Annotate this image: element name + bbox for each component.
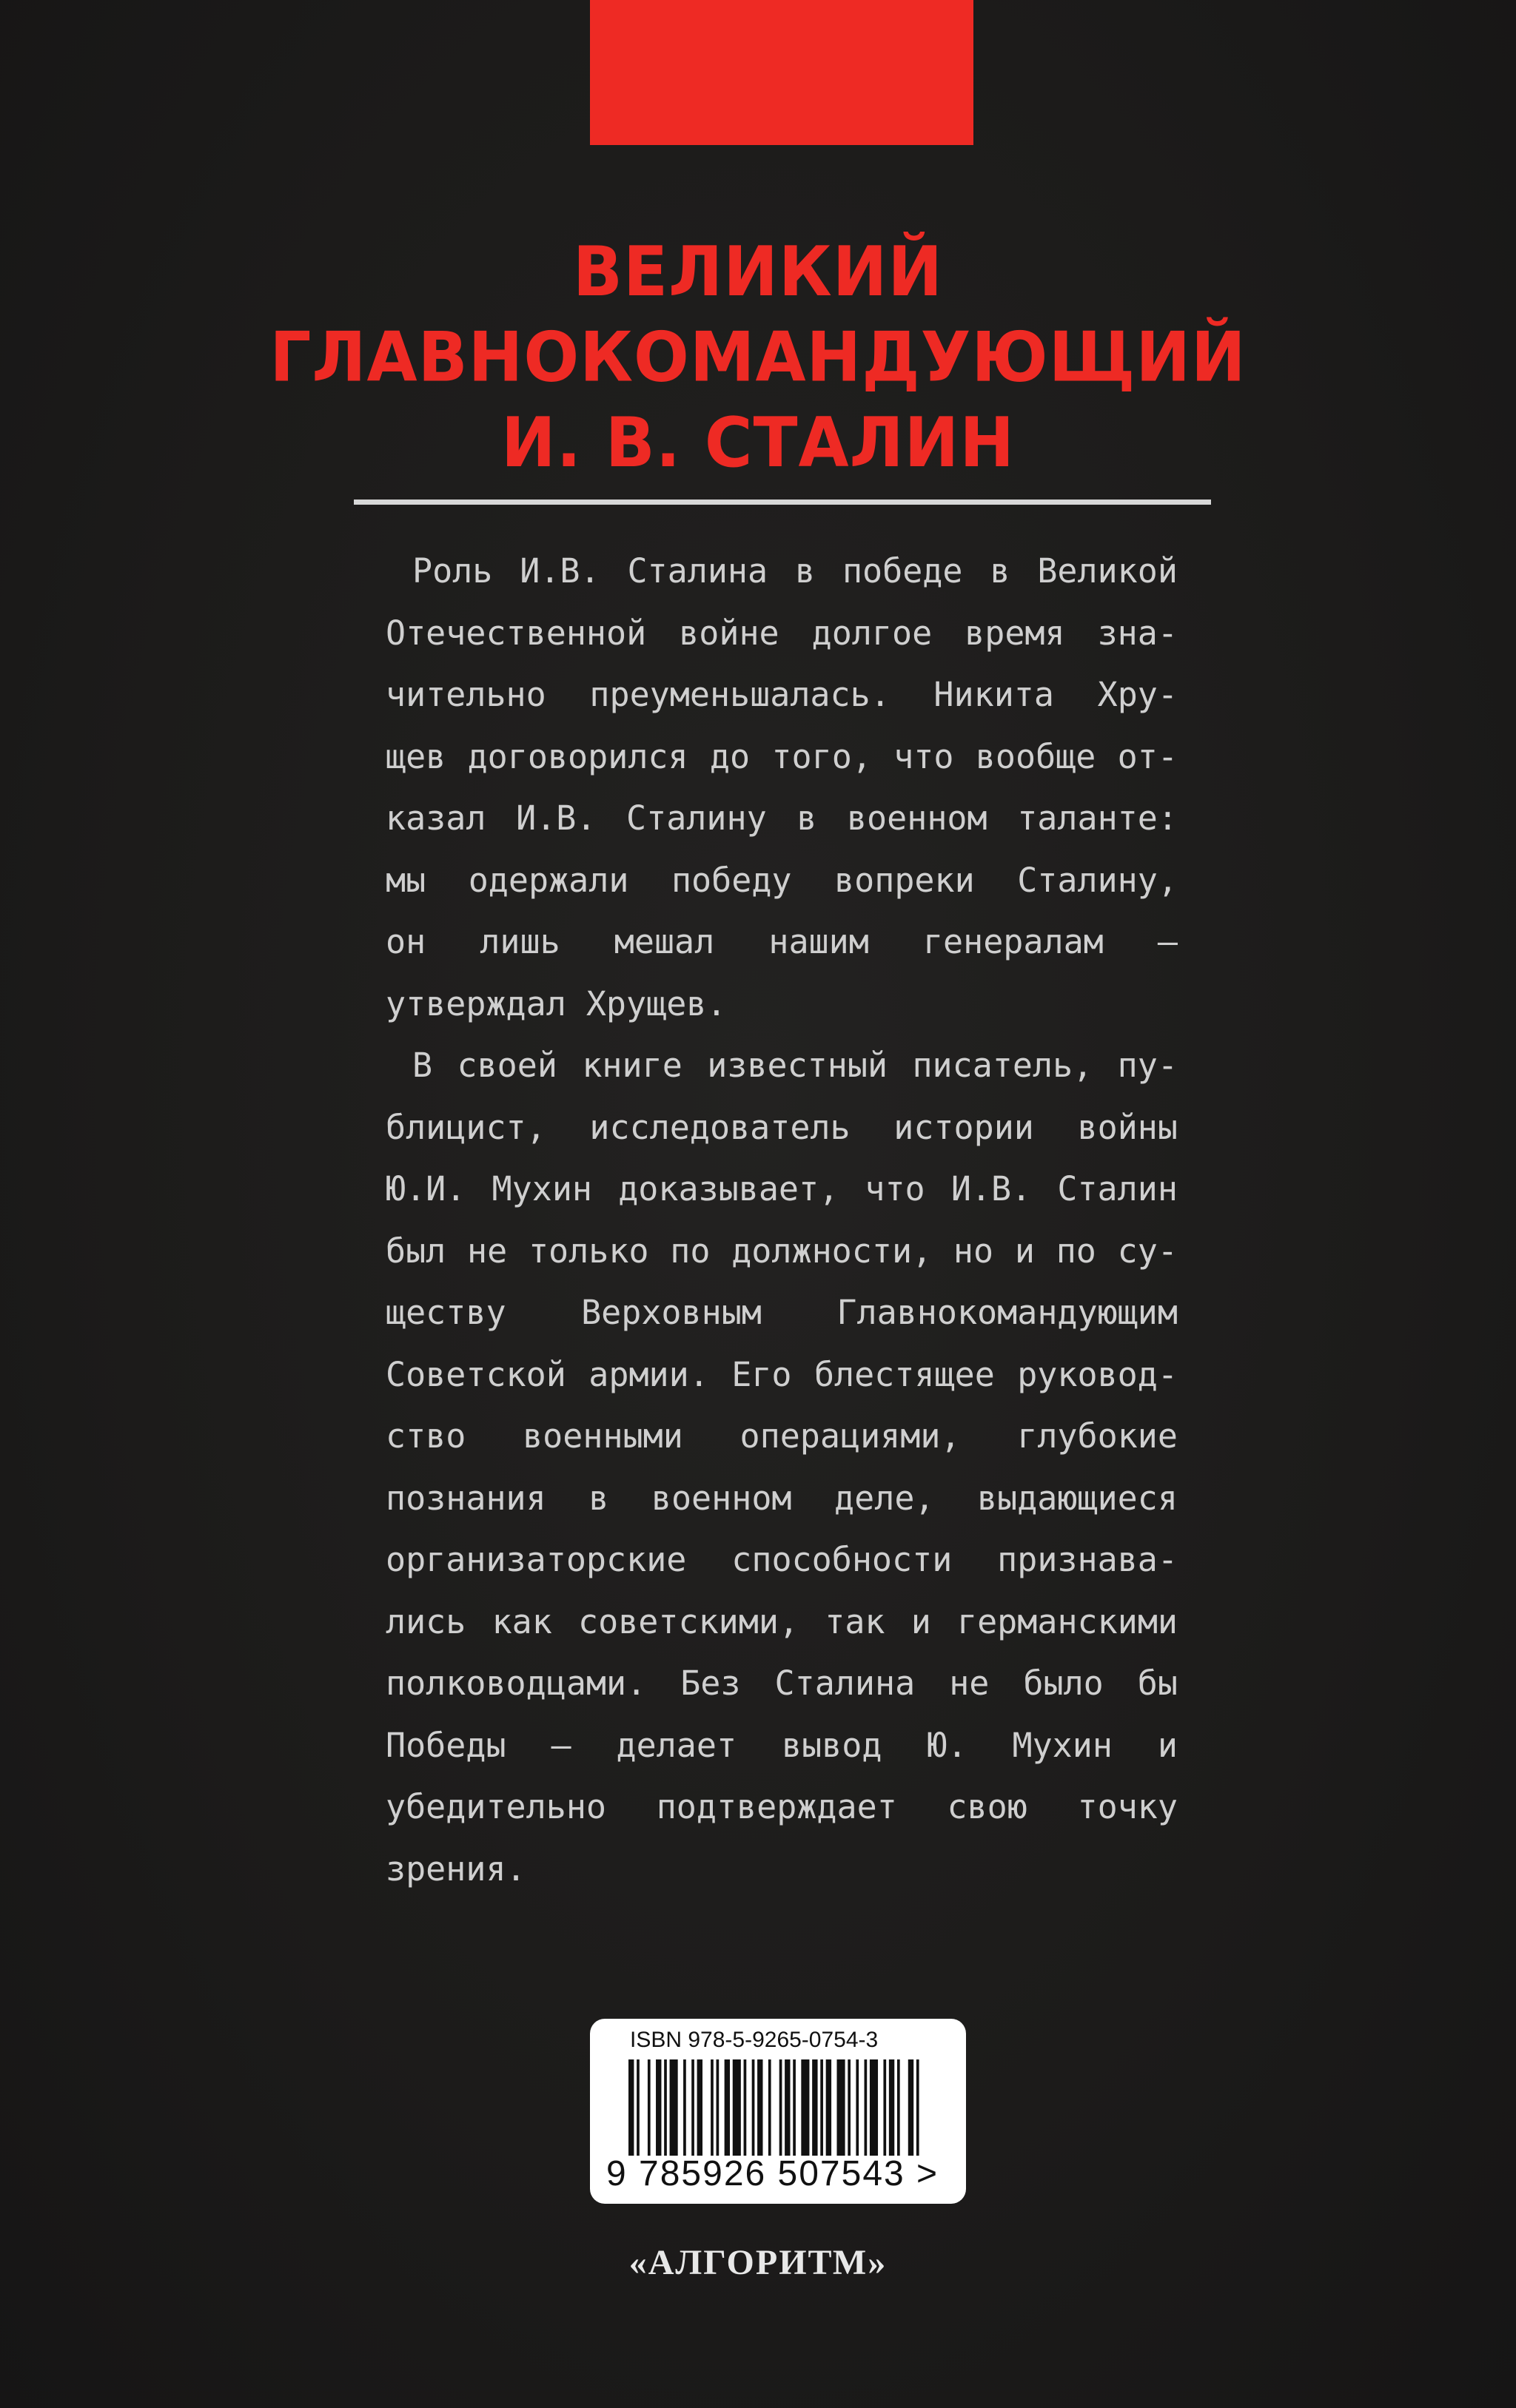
red-header-block: [590, 0, 973, 145]
text-line: утверждал Хрущев.: [386, 983, 727, 1023]
barcode-bar: [785, 2059, 790, 2156]
barcode-bar: [908, 2059, 913, 2156]
title-line-3: И. В. СТАЛИН: [501, 402, 1015, 483]
barcode-bar: [752, 2059, 755, 2156]
title-line-2: ГЛАВНОКОМАНДУЮЩИЙ: [269, 317, 1247, 397]
isbn-number: ISBN 978-5-9265-0754-3: [630, 2028, 879, 2052]
text-line: Советской армии. Его блестящее руковод-: [386, 1354, 1178, 1394]
barcode-bar: [670, 2059, 678, 2156]
barcode-bar: [848, 2059, 851, 2156]
barcode-bar: [648, 2059, 651, 2156]
text-line: лись как советскими, так и германскими: [386, 1601, 1178, 1641]
barcode-bar: [768, 2059, 771, 2156]
barcode-bar: [916, 2059, 919, 2156]
text-line: полководцами. Без Сталина не было бы: [386, 1664, 1178, 1703]
text-line: блицист, исследователь истории войны: [386, 1107, 1178, 1147]
text-line: В своей книге известный писатель, пу-: [412, 1046, 1178, 1085]
barcode-bar: [691, 2059, 694, 2156]
barcode-bar: [889, 2059, 894, 2156]
text-line: казал И.В. Сталину в военном таланте:: [386, 798, 1178, 838]
barcode-bar: [717, 2059, 720, 2156]
barcode-bar: [725, 2059, 730, 2156]
barcode-bars: [628, 2059, 925, 2156]
barcode-bar: [820, 2059, 823, 2156]
barcode-bar: [865, 2059, 868, 2156]
barcode-bar: [801, 2059, 809, 2156]
barcode-bar: [637, 2059, 640, 2156]
barcode-bar: [697, 2059, 702, 2156]
barcode-bar: [744, 2059, 747, 2156]
ean-digits: 9 785926 507543 >: [606, 2154, 939, 2193]
barcode-bar: [897, 2059, 900, 2156]
barcode-bar: [793, 2059, 796, 2156]
publisher-logo-text: «АЛГОРИТМ»: [628, 2243, 888, 2282]
text-line: познания в военном деле, выдающиеся: [386, 1478, 1178, 1518]
title-divider: [354, 500, 1211, 505]
barcode-bar: [757, 2059, 762, 2156]
text-line: организаторские способности признава-: [386, 1540, 1178, 1579]
barcode-bar: [711, 2059, 714, 2156]
text-line: зрения.: [386, 1849, 526, 1889]
text-line: Отечественной войне долгое время зна-: [386, 613, 1178, 653]
barcode-bar: [836, 2059, 845, 2156]
barcode-bar: [628, 2059, 634, 2156]
annotation-text: [386, 540, 1178, 1900]
text-line: щев договорился до того, что вообще от-: [386, 736, 1178, 776]
text-line: Победы – делает вывод Ю. Мухин и: [386, 1725, 1178, 1765]
text-line: мы одержали победу вопреки Сталину,: [386, 860, 1178, 900]
barcode-bar: [812, 2059, 817, 2156]
barcode-label: [590, 2019, 966, 2204]
barcode-bar: [870, 2059, 878, 2156]
barcode-bar: [733, 2059, 741, 2156]
text-line: был не только по должности, но и по су-: [386, 1231, 1178, 1271]
text-line: чительно преуменьшалась. Никита Хру-: [386, 675, 1178, 714]
text-line: Ю.И. Мухин доказывает, что И.В. Сталин: [386, 1169, 1178, 1208]
barcode-bar: [883, 2059, 886, 2156]
barcode-bar: [779, 2059, 782, 2156]
text-line: он лишь мешал нашим генералам –: [386, 922, 1178, 961]
text-line: ществу Верховным Главнокомандующим: [386, 1293, 1178, 1332]
text-line: Роль И.В. Сталина в победе в Великой: [412, 551, 1178, 591]
barcode-bar: [664, 2059, 667, 2156]
barcode-bar: [856, 2059, 859, 2156]
barcode-bar: [826, 2059, 831, 2156]
book-title: [0, 229, 1516, 486]
text-line: ство военными операциями, глубокие: [386, 1416, 1178, 1456]
barcode-bar: [656, 2059, 661, 2156]
title-line-1: ВЕЛИКИЙ: [572, 231, 944, 312]
text-line: убедительно подтверждает свою точку: [386, 1787, 1178, 1826]
barcode-bar: [683, 2059, 686, 2156]
